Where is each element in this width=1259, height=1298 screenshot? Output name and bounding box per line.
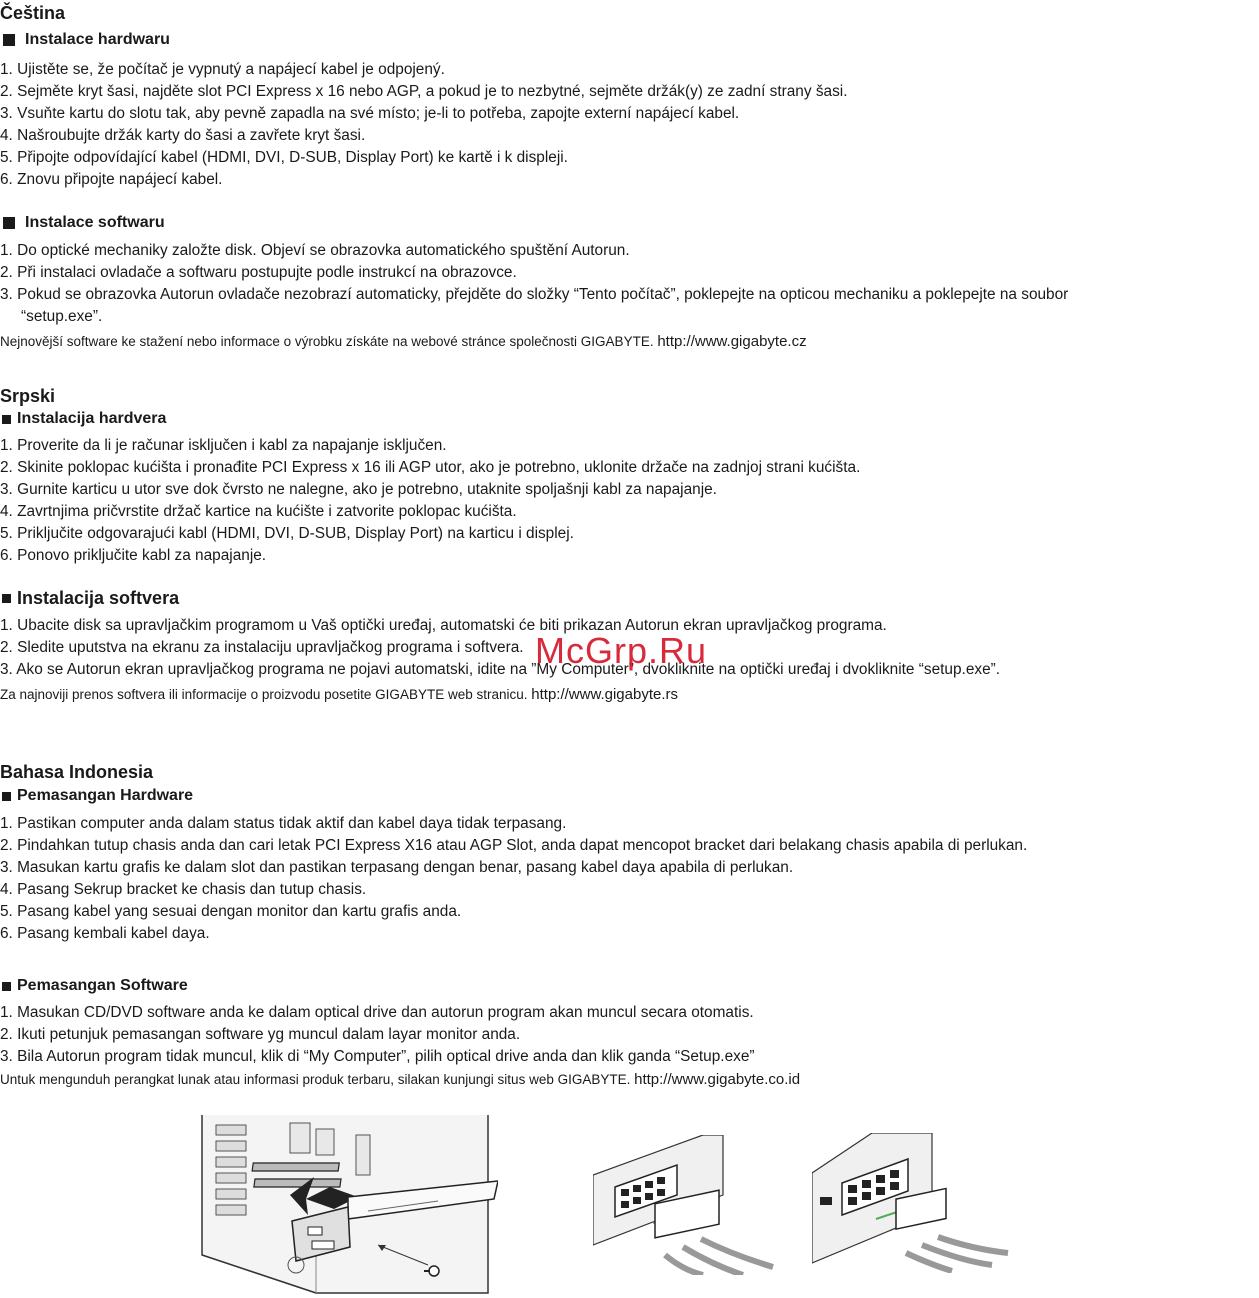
square-bullet-icon <box>3 34 15 46</box>
software-steps <box>0 240 1259 328</box>
list-item: 5. Priključite odgovarajući kabl (HDMI, DVI, D-SUB, Display Port) na karticu i displej. <box>0 525 574 542</box>
square-bullet-icon <box>2 415 11 424</box>
software-heading: Instalacija softvera <box>0 587 1259 609</box>
website-link[interactable]: http://www.gigabyte.co.id <box>634 1071 801 1088</box>
hardware-steps <box>0 59 1259 191</box>
list-item: 3. Masukan kartu grafis ke dalam slot dan pastikan terpasang dengan benar, pasang kabel daya apabila di perlukan. <box>0 859 794 876</box>
software-heading: Pemasangan Software <box>0 975 1259 997</box>
download-note: Untuk mengunduh perangkat lunak atau informasi produk terbaru, silakan kunjungi situs web GIGABYTE. http://www.gigabyte.co.id <box>0 1071 801 1088</box>
power-connector-8pin-illustration <box>593 1135 783 1275</box>
software-steps <box>0 1002 1259 1068</box>
watermark: McGrp.Ru <box>535 630 708 671</box>
list-item: 5. Připojte odpovídající kabel (HDMI, DVI, D-SUB, Display Port) ke kartě i k displeji. <box>0 149 568 166</box>
hardware-heading: Pemasangan Hardware <box>0 785 1259 807</box>
download-note: Za najnoviji prenos softvera ili informacije o proizvodu posetite GIGABYTE web stranicu. http://www.gigabyte.rs <box>0 686 678 703</box>
square-bullet-icon <box>2 792 11 801</box>
list-item: 1. Proverite da li je računar isključen i kabl za napajanje isključen. <box>0 437 447 454</box>
list-item: 2. Ikuti petunjuk pemasangan software yg muncul dalam layar monitor anda. <box>0 1026 521 1043</box>
list-item: 3. Pokud se obrazovka Autorun ovladače nezobrazí automaticky, přejděte do složky “Tento počítač”, poklepejte na opticou mechaniku a poklepejte na soubor <box>0 286 1069 303</box>
section-indonesia-software <box>0 975 1259 1090</box>
list-item-continuation: “setup.exe”. <box>21 308 103 325</box>
website-link[interactable]: http://www.gigabyte.rs <box>531 686 678 703</box>
website-link[interactable]: http://www.gigabyte.cz <box>657 333 807 350</box>
list-item: 4. Našroubujte držák karty do šasi a zavřete kryt šasi. <box>0 127 366 144</box>
list-item: 1. Pastikan computer anda dalam status tidak aktif dan kabel daya tidak terpasang. <box>0 815 567 832</box>
list-item: 6. Pasang kembali kabel daya. <box>0 925 210 942</box>
list-item: 3. Vsuňte kartu do slotu tak, aby pevně zapadla na své místo; je-li to potřeba, zapojte externí napájecí kabel. <box>0 105 740 122</box>
list-item: 3. Ako se Autorun ekran upravljačkog programa ne pojavi automatski, idite na ”My Computer”, dvokliknite na optički uređaj i dvokliknite “setup.exe”. <box>0 661 1001 678</box>
hardware-heading: Instalace hardwaru <box>0 29 1259 51</box>
list-item: 2. Skinite poklopac kućišta i pronađite PCI Express x 16 ili AGP utor, ako je potrebno, uklonite držače na zadnjoj strani kućišta. <box>0 459 861 476</box>
section-cestina-software <box>0 212 1259 352</box>
download-note: Nejnovější software ke stažení nebo informace o výrobku získáte na webové stránce společnosti GIGABYTE. http://www.gigabyte.cz <box>0 333 807 350</box>
card-installation-illustration <box>198 1115 498 1295</box>
list-item: 3. Gurnite karticu u utor sve dok čvrsto ne nalegne, ako je potrebno, utaknite spoljašnji kabl za napajanje. <box>0 481 717 498</box>
hardware-steps <box>0 813 1259 945</box>
square-bullet-icon <box>2 982 11 991</box>
language-heading: Srpski <box>0 386 56 406</box>
hardware-steps <box>0 435 1259 567</box>
list-item: 6. Ponovo priključite kabl za napajanje. <box>0 547 267 564</box>
square-bullet-icon <box>3 217 15 229</box>
list-item: 6. Znovu připojte napájecí kabel. <box>0 171 223 188</box>
list-item: 1. Masukan CD/DVD software anda ke dalam optical drive dan autorun program akan muncul secara otomatis. <box>0 1004 754 1021</box>
list-item: 2. Sledite uputstva na ekranu za instalaciju upravljačkog programa i softvera. <box>0 639 524 656</box>
language-heading: Bahasa Indonesia <box>0 762 154 782</box>
language-heading: Čeština <box>0 3 66 23</box>
section-srpski <box>0 385 1259 567</box>
list-item: 1. Do optické mechaniky založte disk. Objeví se obrazovka automatického spuštění Autorun. <box>0 242 630 259</box>
section-cestina <box>0 2 1259 191</box>
list-item: 3. Bila Autorun program tidak muncul, klik di “My Computer”, pilih optical drive anda dan klik ganda “Setup.exe” <box>0 1048 755 1065</box>
list-item: 2. Sejměte kryt šasi, najděte slot PCI Express x 16 nebo AGP, a pokud je to nezbytné, sejměte držák(y) ze zadní strany šasi. <box>0 83 848 100</box>
software-heading: Instalace softwaru <box>0 212 1259 234</box>
list-item: 1. Ujistěte se, že počítač je vypnutý a napájecí kabel je odpojený. <box>0 61 445 78</box>
section-indonesia <box>0 761 1259 945</box>
list-item: 2. Pindahkan tutup chasis anda dan cari letak PCI Express X16 atau AGP Slot, anda dapat mencopot bracket dari belakang chasis apabila di perlukan. <box>0 837 1028 854</box>
list-item: 4. Pasang Sekrup bracket ke chasis dan tutup chasis. <box>0 881 367 898</box>
list-item: 5. Pasang kabel yang sesuai dengan monitor dan kartu grafis anda. <box>0 903 462 920</box>
hardware-heading: Instalacija hardvera <box>0 408 1259 430</box>
list-item: 1. Ubacite disk sa upravljačkim programom u Vaš optički uređaj, automatski će biti prikazan Autorun ekran upravljačkog programa. <box>0 617 887 634</box>
square-bullet-icon <box>2 594 11 603</box>
list-item: 4. Zavrtnjima pričvrstite držač kartice na kućište i zatvorite poklopac kućišta. <box>0 503 517 520</box>
list-item: 2. Při instalaci ovladače a softwaru postupujte podle instrukcí na obrazovce. <box>0 264 517 281</box>
power-connector-6pin-illustration <box>812 1133 1010 1273</box>
